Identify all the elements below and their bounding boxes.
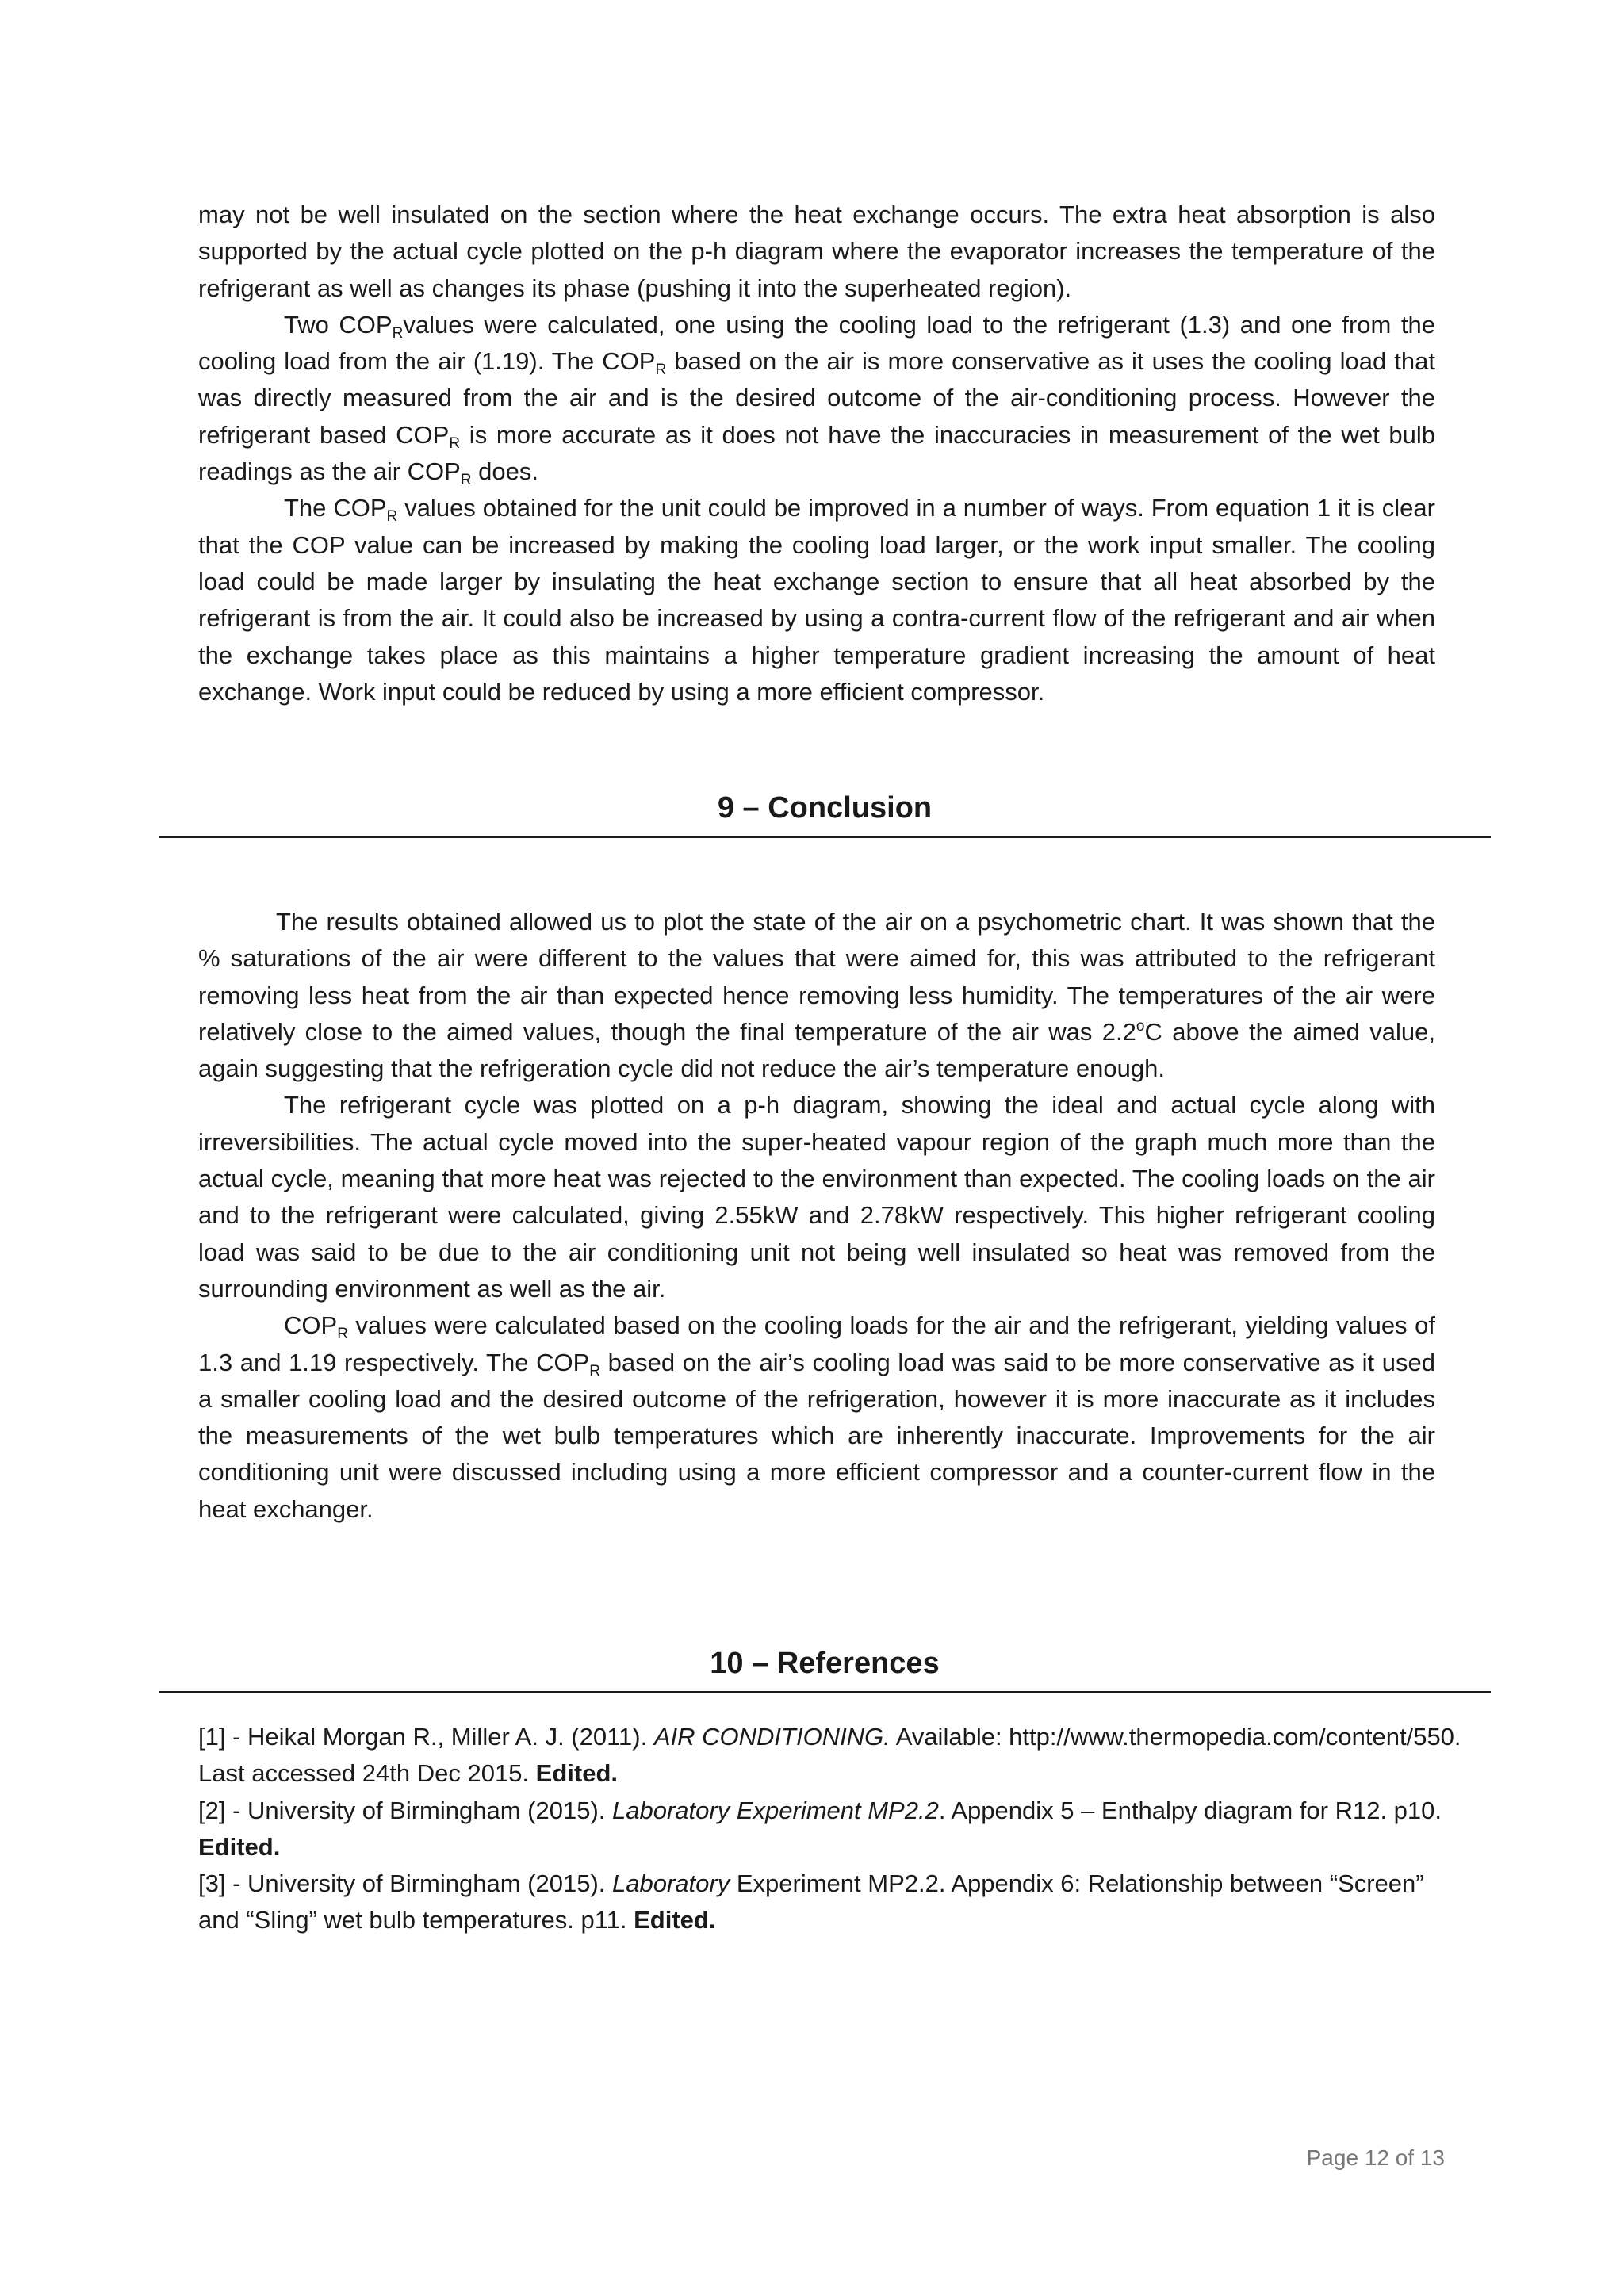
reference-edited-note: Edited. bbox=[198, 1832, 281, 1861]
references-divider bbox=[159, 1691, 1491, 1693]
text-run: The COP bbox=[284, 494, 387, 522]
subscript-r: R bbox=[460, 472, 472, 489]
text-run: values obtained for the unit could be improved in a number of ways. From equation 1 it is clear that the COP value can be increased by making the cooling load larger, or the work input smaller. The cooling load could be made larger by insulating the heat exchange section to ensure that all heat absorbed by the refrigerant is from the air. It could also be increased by using a contra-current flow of the refrigerant and air when the exchange takes place as this maintains a higher temperature gradient increasing the amount of heat exchange. Work input could be reduced by using a more efficient compressor. bbox=[198, 494, 1435, 706]
conclusion-paragraph-2: The refrigerant cycle was plotted on a p-h diagram, showing the ideal and actual cycle along with irreversibilities. The actual cycle moved into the super-heated vapour region of the graph much more than the actual cycle, meaning that more heat was rejected to the environment than expected. The cooling loads on the air and to the refrigerant were calculated, giving 2.55kW and 2.78kW respectively. This higher refrigerant cooling load was said to be due to the air conditioning unit not being well insulated so heat was removed from the surrounding environment as well as the air. bbox=[198, 1091, 1435, 1303]
conclusion-paragraph-1 bbox=[198, 904, 1435, 1087]
text-run: is more accurate as it does not have the inaccuracies in measurement of the wet bulb readings as the air COP bbox=[198, 420, 1435, 486]
reference-text: Available: http://www.thermopedia.com/content/550. Last accessed 24th Dec 2015. bbox=[198, 1723, 1461, 1788]
text-run: based on the air’s cooling load was said to be more conservative as it used a smaller cooling load and the desired outcome of the refrigeration, however it is more inaccurate as it includes the measurements of the wet bulb temperatures which are inherently inaccurate. Improvements for the air conditioning unit were discussed including using a more efficient compressor and a counter-current flow in the heat exchanger. bbox=[198, 1348, 1435, 1523]
discussion-paragraph-2 bbox=[198, 307, 1435, 490]
text-run: COP bbox=[284, 1311, 338, 1340]
reference-list bbox=[198, 1719, 1467, 1939]
reference-edited-note: Edited. bbox=[535, 1759, 619, 1788]
subscript-r: R bbox=[392, 324, 404, 342]
page-number: Page 12 of 13 bbox=[1306, 2145, 1445, 2170]
subscript-r: R bbox=[449, 434, 461, 452]
reference-text: [2] - University of Birmingham (2015). bbox=[198, 1796, 613, 1824]
subscript-r: R bbox=[655, 362, 667, 379]
references-heading: 10 – References bbox=[710, 1647, 940, 1680]
text-run: The results obtained allowed us to plot the state of the air on a psychometric chart. It was shown that the % saturations of the air were different to the values that were aimed for, this was attributed to the refrigerant removing less heat from the air than expected hence removing less humidity. The temperatures of the air were relatively close to the aimed values, though the final temperature of the air was 2.2 bbox=[198, 908, 1435, 1046]
text-run: C above the aimed value, again suggesting that the refrigeration cycle did not reduce the air’s temperature enough. bbox=[198, 1017, 1435, 1083]
conclusion-divider bbox=[159, 836, 1491, 838]
reference-text: [3] - University of Birmingham (2015). bbox=[198, 1869, 613, 1898]
text-run: values were calculated, one using the cooling load to the refrigerant (1.3) and one from the cooling load from the air (1.19). The COP bbox=[198, 310, 1435, 376]
reference-text: . Appendix 5 – Enthalpy diagram for R12. p10. bbox=[938, 1796, 1442, 1824]
discussion-section bbox=[198, 197, 1435, 710]
reference-title: AIR CONDITIONING. bbox=[653, 1723, 891, 1751]
text-run: based on the air is more conservative as it uses the cooling load that was directly measured from the air and is the desired outcome of the air-conditioning process. However the refrigerant based COP bbox=[198, 347, 1435, 449]
reference-item-3 bbox=[198, 1866, 1467, 1939]
conclusion-section bbox=[198, 904, 1435, 1528]
reference-title: Laboratory bbox=[612, 1869, 730, 1898]
reference-item-1 bbox=[198, 1719, 1467, 1793]
subscript-r: R bbox=[386, 508, 398, 526]
degree-sign: o bbox=[1136, 1017, 1145, 1035]
subscript-r: R bbox=[589, 1362, 600, 1380]
reference-edited-note: Edited. bbox=[634, 1906, 716, 1934]
conclusion-heading: 9 – Conclusion bbox=[717, 791, 933, 825]
text-run: does. bbox=[471, 457, 539, 486]
conclusion-paragraph-3 bbox=[198, 1307, 1435, 1528]
text-run: values were calculated based on the cooling loads for the air and the refrigerant, yielding values of 1.3 and 1.19 respectively. The COP bbox=[198, 1311, 1435, 1376]
text-run: Two COP bbox=[284, 310, 393, 339]
reference-text: [1] - Heikal Morgan R., Miller A. J. (2011). bbox=[198, 1723, 654, 1751]
reference-title: Laboratory Experiment MP2.2 bbox=[612, 1796, 939, 1824]
subscript-r: R bbox=[337, 1326, 348, 1343]
discussion-paragraph-1: may not be well insulated on the section where the heat exchange occurs. The extra heat absorption is also supported by the actual cycle plotted on the p-h diagram where the evaporator increases the temperature of the refrigerant as well as changes its phase (pushing it into the superheated region). bbox=[198, 201, 1435, 302]
reference-item-2 bbox=[198, 1793, 1467, 1866]
reference-text: Experiment MP2.2. Appendix 6: Relationship between “Screen” and “Sling” wet bulb temperatures. p11. bbox=[198, 1869, 1424, 1934]
discussion-paragraph-3 bbox=[198, 490, 1435, 710]
